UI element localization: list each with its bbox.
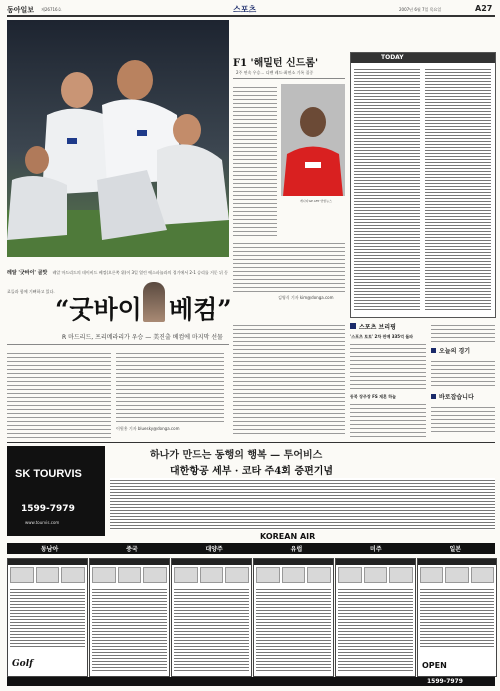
ad-column-2-photos xyxy=(90,565,169,585)
region-tab-japan[interactable]: 일본 xyxy=(449,546,462,553)
ad-banner-text: 하나가 만드는 동행의 행복 — 투어비스 xyxy=(150,450,323,461)
correction-marker xyxy=(431,394,436,399)
f1-byline: 김영식 기자 kim@donga.com xyxy=(278,295,334,300)
ad-column-3-text xyxy=(174,587,249,673)
ad-column-4-text xyxy=(256,587,331,673)
golf-logo: Golf xyxy=(12,659,33,669)
f1-photo-credit: 캐나다GP AFP 연합뉴스 xyxy=(300,199,332,203)
ad-column-2 xyxy=(89,558,170,677)
ad-column-4-photos xyxy=(254,565,333,585)
correction-header xyxy=(431,392,495,401)
main-body-col-2 xyxy=(116,350,224,422)
ad-phone: 1599-7979 xyxy=(21,504,75,514)
ad-offer-grid xyxy=(110,478,495,530)
headline-left: “굿바이 xyxy=(55,295,142,324)
ad-column-2-text xyxy=(92,587,167,673)
ad-column-1-photos xyxy=(8,565,87,585)
f1-rule xyxy=(233,78,345,79)
briefing-header xyxy=(350,322,426,331)
ad-airline-bar xyxy=(110,532,495,541)
f1-body-wide xyxy=(233,240,345,292)
region-tab-europe[interactable]: 유럽 xyxy=(290,546,303,553)
section-title: 스포츠 xyxy=(233,5,257,14)
box-score-header xyxy=(351,53,495,63)
today-games-title: 오늘의 경기 xyxy=(439,348,471,355)
ad-banner-sub: 대한항공 세부 · 코타 주4회 증편기념 xyxy=(170,466,334,477)
ad-open-label: OPEN xyxy=(422,661,447,670)
page-number: A27 xyxy=(475,4,493,13)
caption-text: 레알 마드리드의 데이비드 베컴(오른쪽 위)이 3일 열린 에스파뇰과의 경기에서 2-1 승리를 거둔 뒤 동료들과 함께 기뻐하고 있다. xyxy=(7,270,229,294)
main-subhead: R 마드리드, 프리메라리가 우승 — 美진출 베컴에 마지막 선물 xyxy=(62,334,223,341)
header-rule xyxy=(7,15,495,17)
soccer-photo xyxy=(7,20,229,257)
ad-column-1-text xyxy=(10,587,85,647)
subhead-rule xyxy=(7,344,229,345)
region-tab-china[interactable]: 중국 xyxy=(126,546,138,553)
today-games-header xyxy=(431,346,495,355)
region-tab-southeast-asia[interactable]: 동남아 xyxy=(40,546,59,553)
box-score-table xyxy=(350,52,496,318)
briefing-item1-body xyxy=(350,341,426,391)
ad-site: www.tourvis.com xyxy=(25,520,60,525)
briefing-item2-body xyxy=(350,401,426,437)
ad-logo-box xyxy=(7,446,105,536)
briefing-item2-lead: 동북 장주장 FS 재혼 하늘 xyxy=(350,394,396,399)
paper-name: 동아일보 xyxy=(7,6,35,14)
f1-headline: F1 '해밀턴 신드롬' xyxy=(233,58,319,69)
masthead xyxy=(7,4,495,14)
issue-number: 제26716호 xyxy=(41,7,62,12)
main-body-col-1 xyxy=(7,350,111,440)
ad-footer-phone: 1599-7979 xyxy=(427,678,463,685)
ad-top-rule xyxy=(7,442,495,443)
today-games-list xyxy=(431,358,495,388)
ad-column-5-text xyxy=(338,587,413,673)
right-col-top-text xyxy=(431,322,495,342)
hamilton-photo xyxy=(281,84,345,196)
headline-right: 베컴” xyxy=(169,295,232,324)
ad-column-1 xyxy=(7,558,88,677)
issue-date: 2007년 6월 7일 목요일 xyxy=(399,7,442,12)
region-tab-americas[interactable]: 미주 xyxy=(370,546,382,553)
ad-column-6-text xyxy=(420,587,494,647)
f1-body-narrow xyxy=(233,84,277,236)
ad-column-5-photos xyxy=(336,565,415,585)
box-score-rows-left xyxy=(354,67,420,311)
photo-caption xyxy=(7,259,229,294)
correction-body xyxy=(431,404,495,434)
caption-lead: 레알 '굿바이' 골맛 xyxy=(7,270,48,276)
beckham-portrait xyxy=(143,282,165,322)
ad-brand: SK TOURVIS xyxy=(15,468,82,480)
ad-column-3-photos xyxy=(172,565,251,585)
main-byline: 이원홍 기자 bluesky@donga.com xyxy=(116,426,180,431)
today-games-marker xyxy=(431,348,436,353)
ad-column-3 xyxy=(171,558,252,677)
ad-column-6 xyxy=(417,558,497,677)
region-tab-bar xyxy=(7,543,495,554)
ad-footer-bar xyxy=(7,677,495,686)
f1-subhead: 2주 연속 우승… 디펜 레드·최연소 기록 집중 xyxy=(236,70,314,75)
story-continuation xyxy=(233,322,345,436)
airline-logo: KOREAN AIR xyxy=(260,532,316,541)
box-score-title: TODAY xyxy=(381,54,404,61)
ad-column-6-photos xyxy=(418,565,496,585)
briefing-marker xyxy=(350,323,356,329)
region-tab-oceania[interactable]: 대양주 xyxy=(205,546,223,553)
ad-column-4 xyxy=(253,558,334,677)
ad-column-5 xyxy=(335,558,416,677)
briefing-title: 스포츠 브리핑 xyxy=(359,324,396,331)
briefing-item1-lead: '스포츠 토토' 2차 판매 335억 돌파 xyxy=(350,334,414,339)
box-score-rows-right xyxy=(425,67,491,311)
main-headline xyxy=(7,282,232,326)
correction-title: 바로잡습니다 xyxy=(439,394,474,401)
